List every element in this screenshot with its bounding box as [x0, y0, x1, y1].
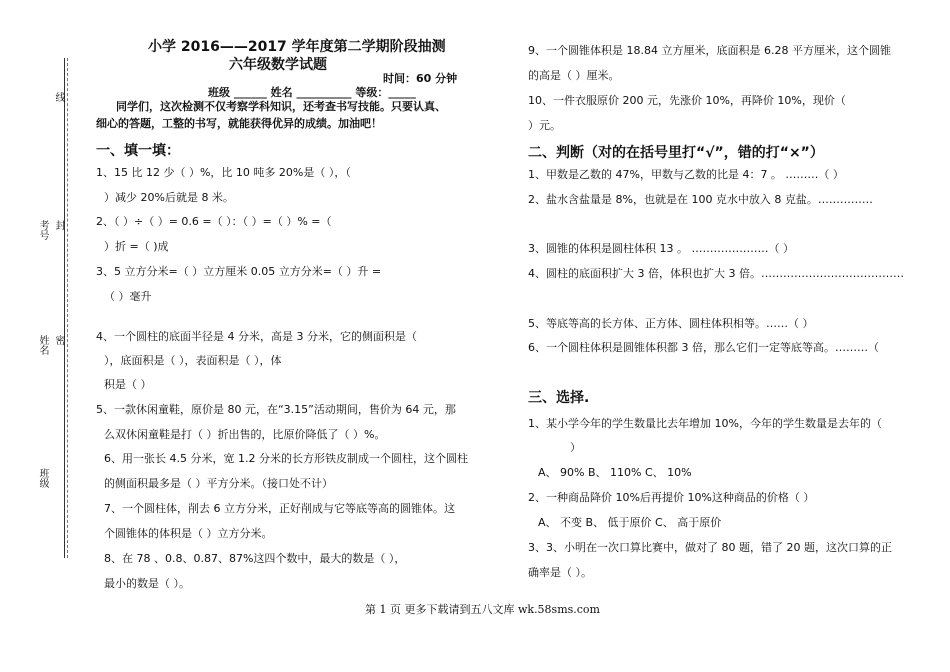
margin-mi: 密 [53, 335, 64, 345]
left-line: ），底面积是（ ），表面积是（ ），体 [104, 354, 282, 367]
left-line: 1、15 比 12 少（ ）%，比 10 吨多 20%是（ ），（ [96, 166, 351, 179]
section-judge: 二、判断（对的在括号里打“√”，错的打“×”） [528, 145, 824, 161]
margin-xian: 线 [53, 92, 64, 102]
margin-kaohao: 考号 [37, 220, 48, 240]
intro-line-2: 细心的答题，工整的书写，就能获得优异的成绩。加油吧！ [96, 117, 382, 130]
left-line: （ ）毫升 [104, 290, 152, 303]
choice-line: 3、3、小明在一次口算比赛中，做对了 80 题，错了 20 题，这次口算的正 [528, 541, 892, 554]
margin-feng: 封 [53, 220, 64, 230]
margin-banji: 班级 [37, 468, 48, 488]
right-line: ）元。 [528, 119, 561, 132]
page-footer: 第 1 页 更多下载请到五八文库 wk.58sms.com [365, 603, 600, 616]
judge-item: 3、圆锥的体积是圆柱体积 13 。 …………………（ ） [528, 242, 794, 255]
left-line: 积是（ ） [104, 378, 152, 391]
choice-line: ） [570, 441, 581, 454]
exam-title: 小学 2016——2017 学年度第二学期阶段抽测 [148, 39, 446, 55]
margin-xingming: 姓名 [37, 335, 48, 355]
choice-options: A、 90% B、 110% C、 10% [538, 466, 692, 479]
choice-line: 2、一种商品降价 10%后再提价 10%这种商品的价格（ ） [528, 491, 815, 504]
left-line: ）折 =（ )成 [104, 240, 169, 253]
left-line: 4、一个圆柱的底面半径是 4 分米，高是 3 分米，它的侧面积是（ [96, 330, 417, 343]
judge-item: 2、盐水含盐量是 8%，也就是在 100 克水中放入 8 克盐。…………… [528, 193, 873, 206]
judge-item: 5、等底等高的长方体、正方体、圆柱体积相等。……（ ） [528, 317, 814, 330]
student-info-fields: 班级 ______ 姓名 __________ 等级：_____ [208, 86, 416, 99]
right-line: 的高是（ ）厘米。 [528, 69, 620, 82]
left-line: ）减少 20%后就是 8 米。 [104, 191, 234, 204]
right-line: 10、一件衣服原价 200 元，先涨价 10%，再降价 10%，现价（ [528, 94, 846, 107]
right-line: 9、一个圆锥体积是 18.84 立方厘米，底面积是 6.28 平方厘米，这个圆锥 [528, 44, 891, 57]
choice-line: 确率是（ ）。 [528, 566, 592, 579]
left-line: 3、5 立方分米=（ ）立方厘米 0.05 立方分米=（ ）升 = [96, 265, 382, 278]
left-line: 个圆锥体的体积是（ ）立方分米。 [104, 527, 273, 540]
exam-time: 时间：60 分钟 [383, 72, 458, 85]
judge-item: 4、圆柱的底面积扩大 3 倍，体积也扩大 3 倍。………………………………… [528, 267, 904, 280]
left-line: 2、（ ）÷（ ）= 0.6 =（ ）：（ ）=（ ）% =（ [96, 215, 332, 228]
section-fill-in: 一、填一填： [96, 143, 180, 159]
left-line: 最小的数是（ ）。 [104, 577, 190, 590]
choice-options: A、 不变 B、 低于原价 C、 高于原价 [538, 516, 722, 529]
judge-item: 6、一个圆柱体积是圆锥体积都 3 倍，那么它们一定等底等高。………（ [528, 341, 879, 354]
left-line: 8、在 78 、0.8、0.87、87%这四个数中，最大的数是（ ）， [104, 552, 406, 565]
left-line: 的侧面积最多是（ ）平方分米。（接口处不计） [104, 477, 333, 490]
binding-line-inner [67, 58, 68, 558]
judge-item: 1、甲数是乙数的 47%，甲数与乙数的比是 4：7 。 ………（ ） [528, 168, 844, 181]
left-line: 6、用一张长 4.5 分米，宽 1.2 分米的长方形铁皮制成一个圆柱，这个圆柱 [104, 452, 468, 465]
left-line: 7、一个圆柱体，削去 6 立方分米，正好削成与它等底等高的圆锥体。这 [104, 502, 455, 515]
intro-line-1: 同学们，这次检测不仅考察学科知识，还考查书写技能。只要认真、 [116, 100, 446, 113]
exam-subtitle: 六年级数学试题 [229, 57, 327, 73]
section-choice: 三、选择. [528, 390, 590, 406]
choice-line: 1、某小学今年的学生数量比去年增加 10%，今年的学生数量是去年的（ [528, 417, 882, 430]
left-line: 5、一款休闲童鞋，原价是 80 元，在“3.15”活动期间，售价为 64 元，那 [96, 403, 456, 416]
left-line: 么双休闲童鞋是打（ ）折出售的，比原价降低了（ ）%。 [104, 428, 386, 441]
binding-line [64, 58, 65, 558]
